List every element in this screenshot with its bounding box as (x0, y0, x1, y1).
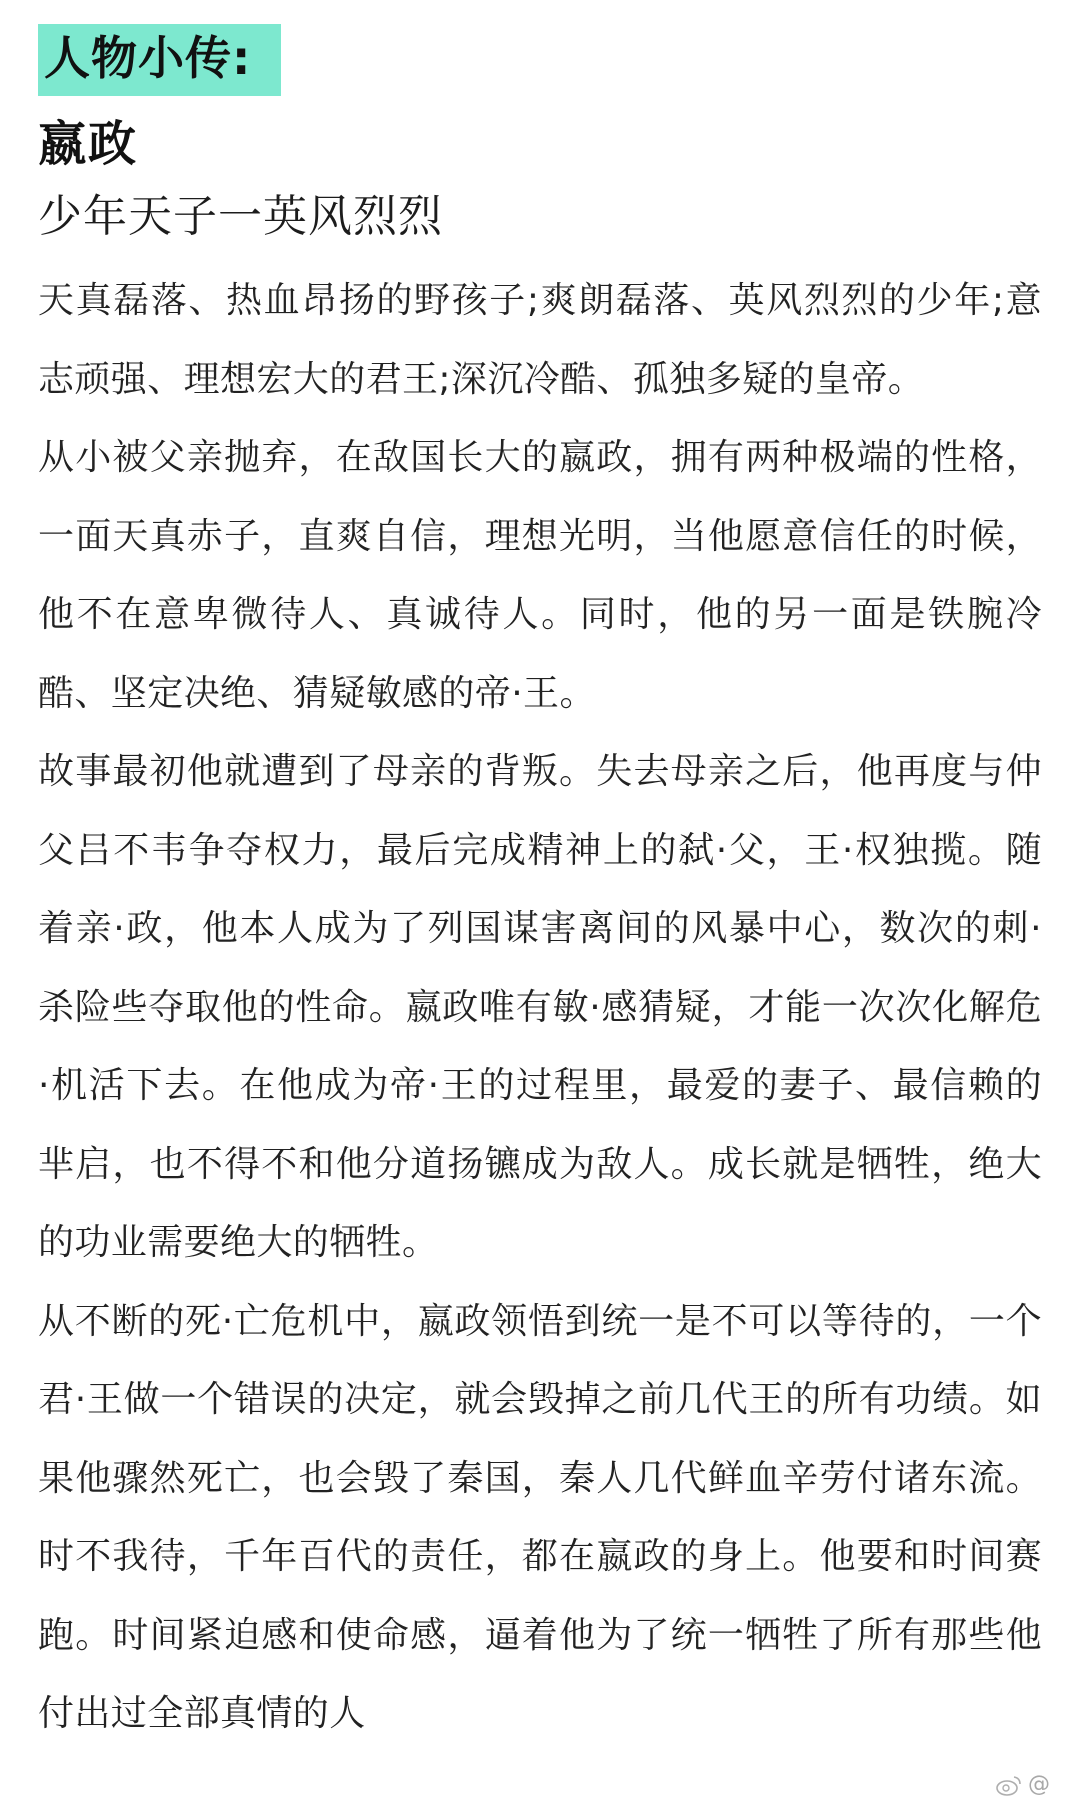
paragraph-1: 天真磊落、热血昂扬的野孩子;爽朗磊落、英风烈烈的少年;意志顽强、理想宏大的君王;深沉冷酷、孤独多疑的皇帝。 (38, 280, 1042, 400)
paragraph-3: 故事最初他就遭到了母亲的背叛。失去母亲之后，他再度与仲父吕不韦争夺权力，最后完成精神上的弑·父，王·权独揽。随着亲·政，他本人成为了列国谋害离间的风暴中心，数次的刺·杀险些夺取他的性命。嬴政唯有敏·感猜疑，才能一次次化解危·机活下去。在他成为帝·王的过程里，最爱的妻子、最信赖的芈启，也不得不和他分道扬镳成为敌人。成长就是牺牲，绝大的功业需要绝大的牺牲。 (38, 751, 1042, 1263)
paragraph-2: 从小被父亲抛弃，在敌国长大的嬴政，拥有两种极端的性格，一面天真赤子，直爽自信，理想光明，当他愿意信任的时候，他不在意卑微待人、真诚待人。同时，他的另一面是铁腕冷酷、坚定决绝、猜疑敏感的帝·王。 (38, 437, 1042, 714)
watermark (996, 1772, 1050, 1797)
section-label: 人物小传: (38, 24, 281, 96)
paragraph-4: 从不断的死·亡危机中，嬴政领悟到统一是不可以等待的，一个君·王做一个错误的决定，就会毁掉之前几代王的所有功绩。如果他骤然死亡，也会毁了秦国，秦人几代鲜血辛劳付诸东流。时不我待，千年百代的责任，都在嬴政的身上。他要和时间赛跑。时间紧迫感和使命感，逼着他为了统一牺牲了所有那些他付出过全部真情的人 (38, 1300, 1042, 1734)
weibo-icon (996, 1774, 1022, 1796)
watermark-text: @ (1028, 1772, 1050, 1797)
character-name: 嬴政 (38, 116, 139, 172)
character-subtitle: 少年天子一英风烈烈 (38, 191, 443, 242)
biography-body (38, 262, 1042, 1754)
